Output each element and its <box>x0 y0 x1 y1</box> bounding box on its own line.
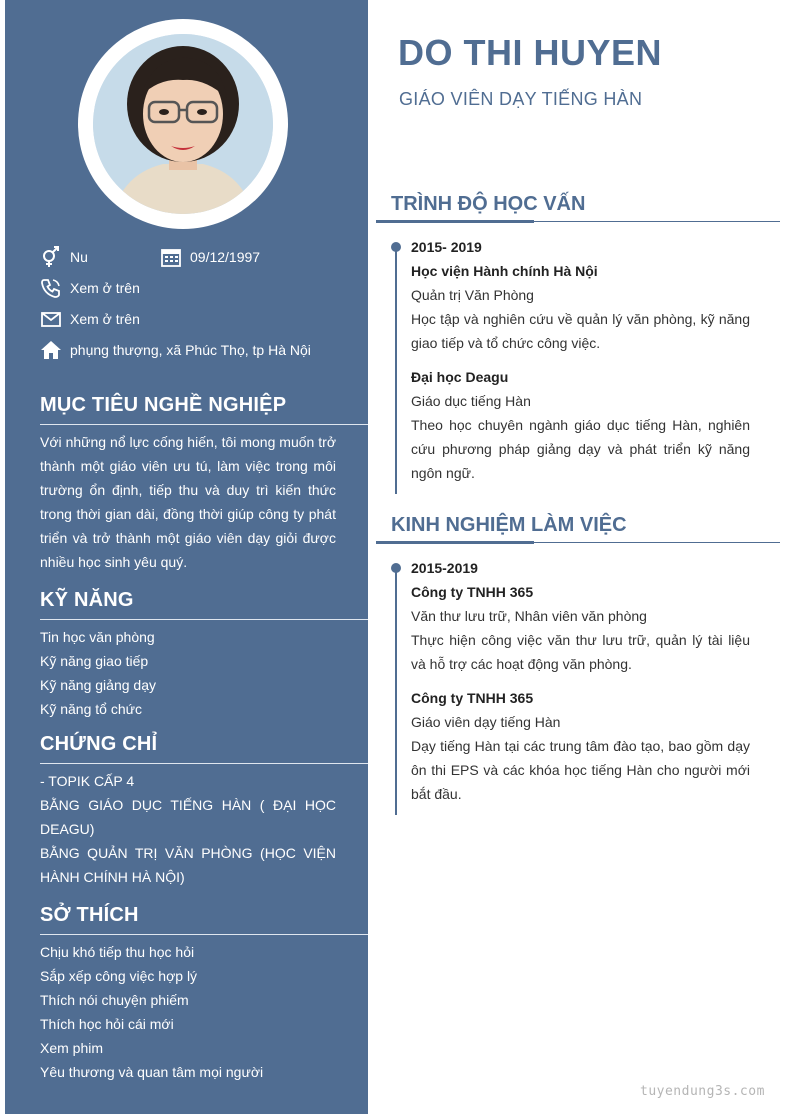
hobbies-divider <box>40 934 368 935</box>
education-heading: TRÌNH ĐỘ HỌC VẤN <box>391 193 586 215</box>
skill-item: Kỹ năng giảng dạy <box>40 677 156 693</box>
address-row <box>40 339 311 361</box>
skills-list <box>40 625 336 721</box>
candidate-role: GIÁO VIÊN DẠY TIẾNG HÀN <box>399 89 643 109</box>
education-timeline-dot <box>391 242 401 252</box>
hobbies-list <box>40 940 336 1084</box>
skill-item: Kỹ năng tổ chức <box>40 701 142 717</box>
experience-heading: KINH NGHIỆM LÀM VIỆC <box>391 514 627 536</box>
experience-description: Thực hiện công việc văn thư lưu trữ, quản lý tài liệu và hỗ trợ các hoạt động văn phòng. <box>411 632 750 672</box>
experience-divider-accent <box>376 541 534 544</box>
hobby-item: Thích học hỏi cái mới <box>40 1016 174 1032</box>
objective-divider <box>40 424 368 425</box>
calendar-icon <box>160 246 182 268</box>
certificates-list <box>40 769 336 889</box>
skills-heading: KỸ NĂNG <box>40 589 134 611</box>
home-icon <box>40 339 62 361</box>
hobbies-heading: SỞ THÍCH <box>40 904 139 926</box>
address-value: phụng thượng, xã Phúc Thọ, tp Hà Nội <box>70 342 311 358</box>
experience-position: Giáo viên dạy tiếng Hàn <box>411 714 561 730</box>
education-entries <box>411 235 750 485</box>
education-major: Giáo dục tiếng Hàn <box>411 393 531 409</box>
objective-text: Với những nổ lực cống hiến, tôi mong muốn trở thành một giáo viên ưu tú, làm việc trong môi trường ổn định, tiếp thu và duy trì kiến thức trong thời gian dài, đồng thời giúp công ty phát triển và trở thành một giáo viên dạy giỏi được nhiều học sinh yêu quý. <box>40 434 336 570</box>
gender-value: Nu <box>70 249 88 265</box>
phone-value: Xem ở trên <box>70 280 140 296</box>
education-divider-accent <box>376 220 534 223</box>
experience-company: Công ty TNHH 365 <box>411 690 534 706</box>
avatar <box>93 34 273 214</box>
hobby-item: Xem phim <box>40 1040 104 1056</box>
skills-divider <box>40 619 368 620</box>
candidate-name: DO THI HUYEN <box>398 32 663 73</box>
email-row <box>40 308 140 330</box>
experience-timeline-dot <box>391 563 401 573</box>
education-school: Học viện Hành chính Hà Nội <box>411 263 598 279</box>
experience-position: Văn thư lưu trữ, Nhân viên văn phòng <box>411 608 647 624</box>
certificates-heading: CHỨNG CHỈ <box>40 733 158 755</box>
hobby-item: Thích nói chuyện phiếm <box>40 992 189 1008</box>
hobby-item: Yêu thương và quan tâm mọi người <box>40 1064 264 1080</box>
experience-company: Công ty TNHH 365 <box>411 584 534 600</box>
certificate-item: BẰNG QUẢN TRỊ VĂN PHÒNG (HỌC VIỆN HÀNH CHÍNH HÀ NỘI) <box>40 845 336 885</box>
email-value: Xem ở trên <box>70 311 140 327</box>
education-school: Đại học Deagu <box>411 369 509 385</box>
experience-timeline <box>395 567 397 815</box>
education-description: Học tập và nghiên cứu về quản lý văn phòng, kỹ năng giao tiếp và tổ chức công việc. <box>411 311 750 351</box>
education-period: 2015- 2019 <box>411 239 482 255</box>
experience-entries <box>411 556 750 806</box>
education-major: Quản trị Văn Phòng <box>411 287 534 303</box>
phone-icon <box>40 277 62 299</box>
education-timeline <box>395 246 397 494</box>
hobby-item: Chịu khó tiếp thu học hỏi <box>40 944 195 960</box>
certificates-divider <box>40 763 368 764</box>
hobby-item: Sắp xếp công việc hợp lý <box>40 968 198 984</box>
education-description: Theo học chuyên ngành giáo dục tiếng Hàn, nghiên cứu phương pháp giảng dạy và phát triển kỹ năng ngôn ngữ. <box>411 417 750 481</box>
dob-row <box>160 246 260 268</box>
sidebar <box>5 0 368 1114</box>
certificate-item: - TOPIK CẤP 4 <box>40 773 135 789</box>
phone-row <box>40 277 140 299</box>
dob-value: 09/12/1997 <box>190 249 261 265</box>
gender-icon <box>40 246 62 268</box>
objective-heading: MỤC TIÊU NGHỀ NGHIỆP <box>40 394 287 416</box>
skill-item: Kỹ năng giao tiếp <box>40 653 149 669</box>
gender-row <box>40 246 88 268</box>
watermark: tuyendung3s.com <box>640 1084 765 1099</box>
experience-period: 2015-2019 <box>411 560 478 576</box>
experience-description: Dạy tiếng Hàn tại các trung tâm đào tạo, bao gồm dạy ôn thi EPS và các khóa học tiếng Hàn cho người mới bắt đầu. <box>411 738 750 802</box>
certificate-item: BẰNG GIÁO DỤC TIẾNG HÀN ( ĐẠI HỌC DEAGU) <box>40 797 336 837</box>
skill-item: Tin học văn phòng <box>40 629 155 645</box>
email-icon <box>40 308 62 330</box>
